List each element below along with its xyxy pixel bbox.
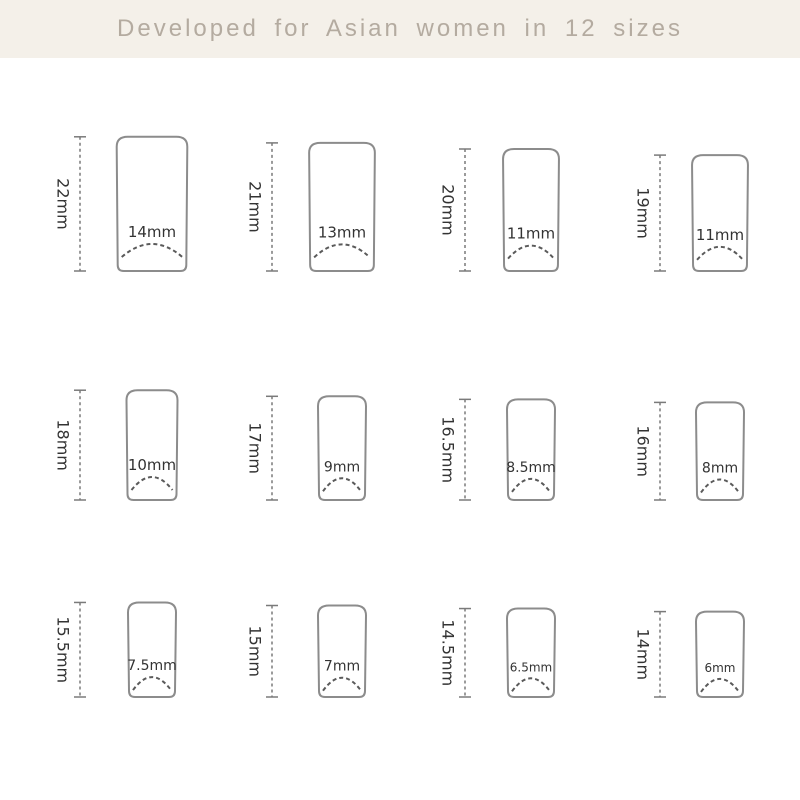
nail-width-label: 11mm [506,224,556,243]
nail-width-label: 10mm [127,456,177,475]
nail-length-label: 22mm [53,178,73,230]
nail-width-label: 14mm [127,223,177,241]
nail-length-label: 14.5mm [438,619,458,687]
nail-length-label: 15.5mm [53,616,73,684]
nail-width-label: 8mm [701,460,739,477]
nail-width-label: 11mm [695,225,745,244]
nail-outline [309,143,375,271]
nail-length-label: 16mm [633,425,653,477]
nail-width-label: 7mm [323,658,361,675]
nail-length-label: 19mm [633,187,653,239]
nail-length-label: 20mm [438,184,458,236]
nail-width-label: 8.5mm [506,459,556,476]
nail-outline [696,612,744,697]
nail-outline [696,402,744,500]
nail-outline [318,396,366,500]
nail-outline [318,606,366,698]
page-title: Developed for Asian women in 12 sizes [117,15,683,42]
nail-width-label: 7.5mm [127,658,177,675]
nail-outline [117,137,188,271]
nail-width-label: 6.5mm [509,660,553,675]
nail-outline [128,602,176,697]
nail-width-label: 6mm [704,660,736,675]
nail-outline [692,155,748,271]
nail-length-label: 21mm [245,181,265,233]
nail-outline [507,609,555,697]
nail-length-label: 18mm [53,419,73,471]
nail-length-label: 17mm [245,422,265,474]
nail-length-label: 14mm [633,628,653,681]
nail-outline [127,390,178,500]
nail-length-label: 16.5mm [438,416,458,484]
nail-width-label: 9mm [323,459,361,476]
nail-outline [503,149,559,271]
nail-length-label: 15mm [245,625,265,678]
nail-width-label: 13mm [317,223,367,242]
nail-outline [507,399,555,500]
